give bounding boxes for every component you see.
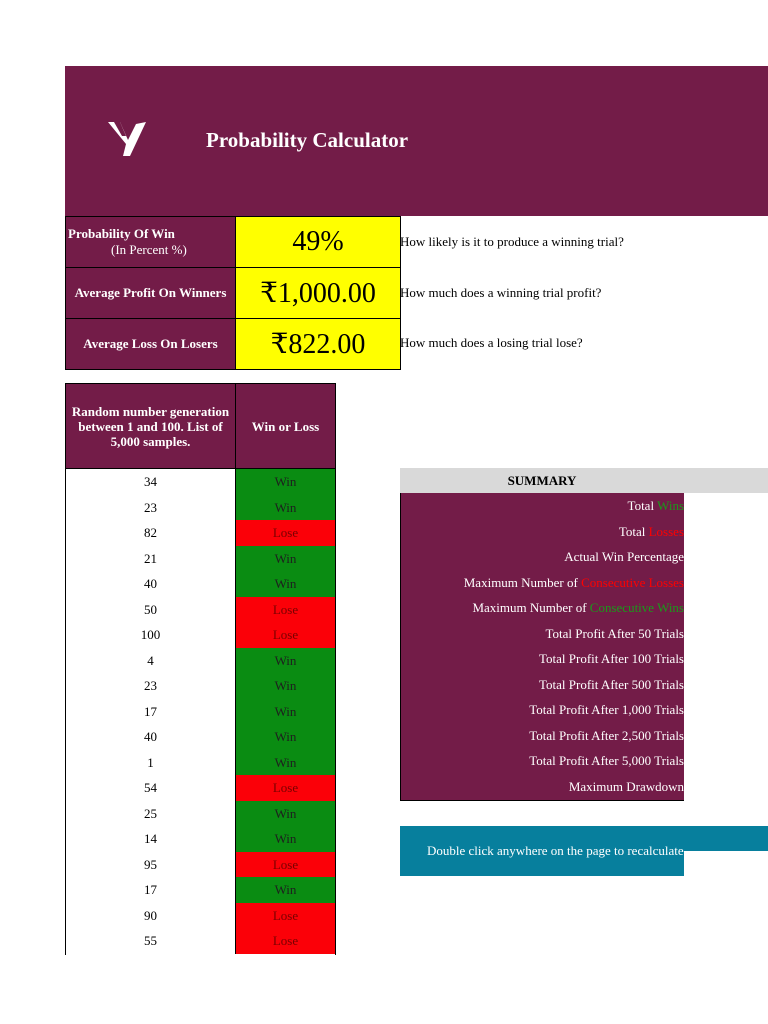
summary-panel — [400, 493, 684, 801]
sample-number: 17 — [144, 703, 157, 719]
table-row — [66, 801, 335, 827]
summary-profit-50: Total Profit After 50 Trials — [545, 625, 684, 641]
summary-actual-win-pct: Actual Win Percentage — [564, 549, 684, 564]
sample-number: 82 — [144, 525, 157, 540]
sample-result: Win — [235, 648, 335, 674]
table-row — [66, 699, 335, 725]
sample-result: Win — [235, 724, 335, 750]
table-row — [66, 928, 335, 954]
table-row — [66, 520, 335, 546]
sample-result: Win — [235, 469, 335, 495]
summary-profit-100: Total Profit After 100 Trials — [539, 651, 684, 666]
param-sublabel-text: (In Percent %) — [111, 242, 187, 257]
sample-number: 54 — [144, 780, 157, 795]
sample-result: Win — [235, 673, 335, 699]
sample-number: 23 — [144, 499, 157, 515]
probability-input[interactable]: 49% — [235, 216, 401, 268]
sample-result: Win — [235, 495, 335, 521]
sample-number: 100 — [140, 627, 161, 642]
table-row — [66, 597, 335, 623]
summary-profit-5000: Total Profit After 5,000 Trials — [529, 753, 684, 768]
profit-input[interactable]: ₹1,000.00 — [235, 267, 401, 319]
recalculate-note-text: Double click anywhere on the page to recalculate — [427, 843, 684, 858]
sample-result: Lose — [235, 597, 335, 623]
summary-max-consec-wins: Maximum Number of Consecutive Wins — [472, 600, 684, 615]
sample-number: 34 — [144, 474, 157, 489]
sample-number: 14 — [144, 831, 157, 846]
sample-number: 23 — [144, 678, 157, 693]
sample-result: Lose — [235, 928, 335, 954]
summary-total-wins: Total Wins — [627, 498, 684, 513]
table-row — [66, 673, 335, 699]
list-header-winloss: Win or Loss — [235, 383, 336, 469]
sample-number: 17 — [144, 882, 157, 897]
sample-result: Lose — [235, 852, 335, 878]
sample-number: 25 — [144, 805, 157, 821]
table-row — [66, 775, 335, 801]
sample-result: Win — [235, 546, 335, 572]
sample-result: Win — [235, 801, 335, 827]
sample-number: 4 — [147, 652, 154, 668]
summary-profit-2500: Total Profit After 2,500 Trials — [529, 727, 684, 743]
summary-profit-500: Total Profit After 500 Trials — [539, 676, 684, 692]
summary-profit-1000: Total Profit After 1,000 Trials — [529, 702, 684, 717]
table-row — [66, 724, 335, 750]
sample-number: 90 — [144, 907, 157, 923]
table-row — [66, 903, 335, 929]
table-row — [66, 622, 335, 648]
header-banner — [65, 66, 768, 216]
table-row — [66, 469, 335, 495]
sample-number: 1 — [147, 754, 154, 770]
sample-result: Win — [235, 571, 335, 597]
summary-total-losses: Total Losses — [618, 523, 684, 539]
brand-logo-icon — [106, 118, 148, 160]
note-mask — [684, 851, 768, 876]
sample-number: 95 — [144, 856, 157, 872]
param-desc-loss: How much does a losing trial lose? — [400, 335, 583, 350]
param-label-loss: Average Loss On Losers — [65, 318, 236, 370]
sample-result: Win — [235, 750, 335, 776]
param-desc-profit: How much does a winning trial profit? — [400, 285, 602, 300]
sample-result: Win — [235, 699, 335, 725]
table-row — [66, 826, 335, 852]
param-label-text: Probability Of Win — [68, 226, 175, 241]
param-desc-probability: How likely is it to produce a winning trial? — [400, 234, 624, 249]
sample-result: Lose — [235, 622, 335, 648]
sample-number: 40 — [144, 576, 157, 591]
summary-title-extension — [684, 468, 768, 493]
sample-result: Win — [235, 826, 335, 852]
list-header-random: Random number generation between 1 and 100. List of 5,000 samples. — [65, 383, 236, 469]
table-row — [66, 648, 335, 674]
table-row — [66, 750, 335, 776]
table-row — [66, 571, 335, 597]
sample-number: 55 — [144, 933, 157, 948]
table-row — [66, 546, 335, 572]
sample-result: Lose — [235, 775, 335, 801]
sample-list — [65, 469, 336, 955]
param-label-profit: Average Profit On Winners — [65, 267, 236, 319]
sample-number: 50 — [144, 601, 157, 617]
sample-result: Lose — [235, 520, 335, 546]
table-row — [66, 852, 335, 878]
summary-max-drawdown: Maximum Drawdown — [568, 778, 684, 794]
summary-max-consec-losses: Maximum Number of Consecutive Losses — [463, 574, 684, 590]
loss-input[interactable]: ₹822.00 — [235, 318, 401, 370]
sample-number: 40 — [144, 729, 157, 744]
page-title: Probability Calculator — [206, 128, 409, 152]
sample-result: Win — [235, 877, 335, 903]
summary-title: SUMMARY — [400, 468, 684, 493]
table-row — [66, 495, 335, 521]
param-label-probability — [65, 216, 236, 268]
sample-result: Lose — [235, 903, 335, 929]
table-row — [66, 877, 335, 903]
sample-number: 21 — [144, 550, 157, 566]
